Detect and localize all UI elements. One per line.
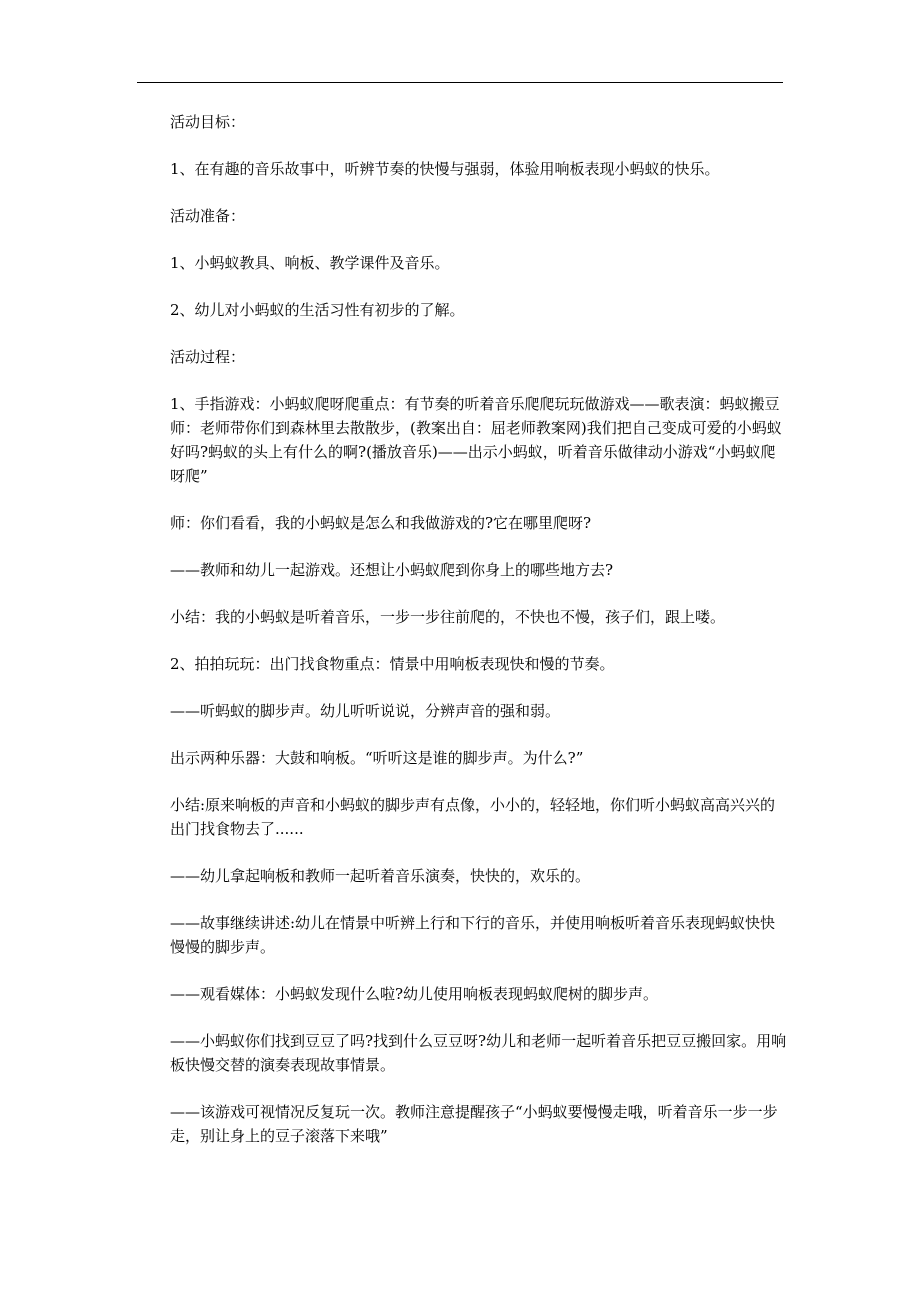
paragraph-repeat-game: ——该游戏可视情况反复玩一次。教师注意提醒孩子“小蚂蚁要慢慢走哦，听着音乐一步一步走，别让身上的豆子滚落下来哦” [170, 1103, 778, 1145]
document-body [170, 110, 788, 1148]
paragraph-game: ——教师和幼儿一起游戏。还想让小蚂蚁爬到你身上的哪些地方去? [170, 561, 614, 579]
paragraph-story-continues: ——故事继续讲述:幼儿在情景中听辨上行和下行的音乐，并使用响板听着音乐表现蚂蚁快快慢慢的脚步声。 [170, 914, 776, 956]
paragraph-listen-footsteps: ——听蚂蚁的脚步声。幼儿听听说说，分辨声音的强和弱。 [170, 702, 561, 720]
header-rule [137, 82, 783, 83]
paragraph-watch-media: ——观看媒体：小蚂蚁发现什么啦?幼儿使用响板表现蚂蚁爬树的脚步声。 [170, 985, 659, 1003]
paragraph-play-castanets: ——幼儿拿起响板和教师一起听着音乐演奏，快快的，欢乐的。 [170, 867, 591, 885]
heading-preparation: 活动准备： [170, 207, 246, 225]
paragraph-instruments: 出示两种乐器：大鼓和响板。“听听这是谁的脚步声。为什么?” [170, 749, 584, 767]
paragraph-find-beans: ——小蚂蚁你们找到豆豆了吗?找到什么豆豆呀?幼儿和老师一起听着音乐把豆豆搬回家。用响板快慢交替的演奏表现故事情景。 [170, 1032, 787, 1074]
paragraph-process-1: 1、手指游戏：小蚂蚁爬呀爬重点：有节奏的听着音乐爬爬玩玩做游戏——歌表演：蚂蚁搬豆师：老师带你们到森林里去散散步，(教案出自：屈老师教案网)我们把自己变成可爱的小蚂蚁好吗?蚂蚁的头上有什么的啊?(播放音乐)——出示小蚂蚁，听着音乐做律动小游戏“小蚂蚁爬呀爬” [170, 395, 782, 485]
paragraph-preparation-2: 2、幼儿对小蚂蚁的生活习性有初步的了解。 [170, 301, 465, 319]
heading-objectives: 活动目标： [170, 113, 246, 131]
heading-process: 活动过程： [170, 348, 246, 366]
paragraph-objective-1: 1、在有趣的音乐故事中，听辨节奏的快慢与强弱，体验用响板表现小蚂蚁的快乐。 [170, 160, 720, 178]
paragraph-process-2: 2、拍拍玩玩：出门找食物重点：情景中用响板表现快和慢的节奏。 [170, 655, 615, 673]
paragraph-preparation-1: 1、小蚂蚁教具、响板、教学课件及音乐。 [170, 254, 450, 272]
paragraph-summary-1: 小结：我的小蚂蚁是听着音乐，一步一步往前爬的，不快也不慢，孩子们，跟上喽。 [170, 608, 726, 626]
paragraph-summary-2: 小结:原来响板的声音和小蚂蚁的脚步声有点像，小小的，轻轻地，你们听小蚂蚁高高兴兴的出门找食物去了...... [170, 796, 776, 838]
paragraph-teacher-question: 师：你们看看，我的小蚂蚁是怎么和我做游戏的?它在哪里爬呀? [170, 514, 592, 532]
